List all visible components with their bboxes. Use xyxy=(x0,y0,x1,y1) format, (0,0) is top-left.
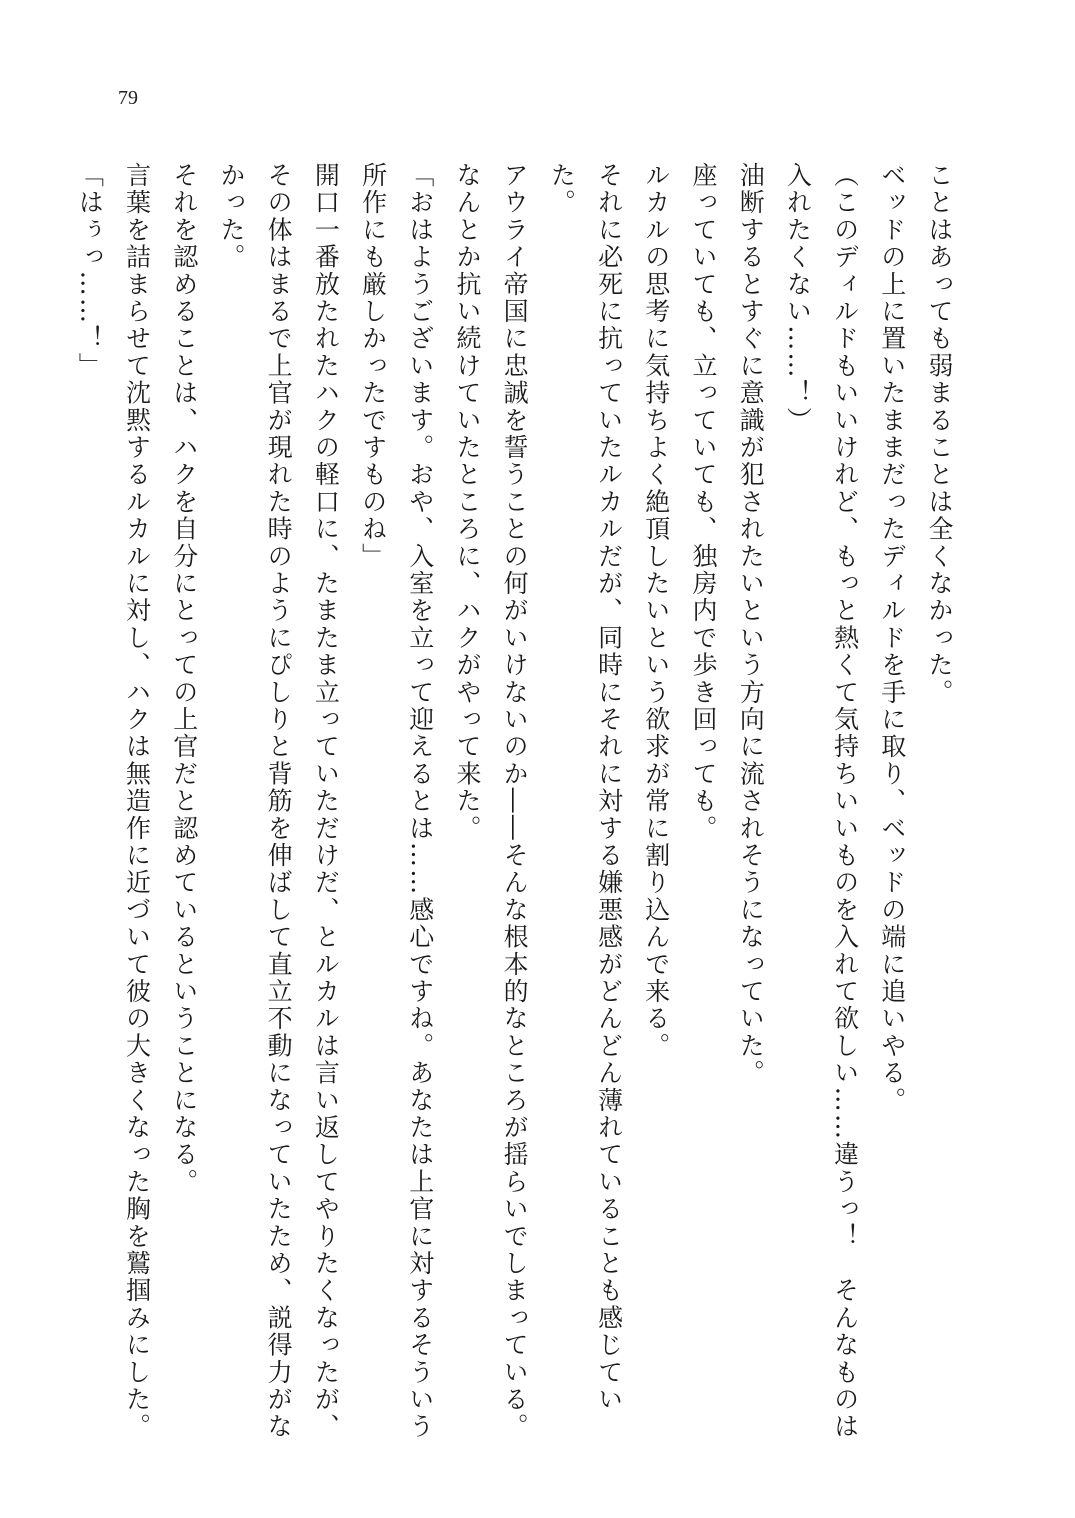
dialogue: 「はぅっ……！」 xyxy=(75,162,105,380)
dialogue: 「おはようございます。おや、入室を立って迎えるとは……感心ですね。あなたは上官に対するそういう所作にも厳しかったですものね」 xyxy=(358,162,435,1441)
paragraph: （このディルドもいいけれど、もっと熱くて気持ちいいものを入れて欲しい……違うっ！ そんなものは入れたくない……！） xyxy=(783,162,860,1441)
paragraph: ルカルの思考に気持ちよく絶頂したいという欲求が常に割り込んで来る。 xyxy=(641,162,671,1060)
paragraph: 開口一番放たれたハクの軽口に、たまたま立っていただけだ、とルカルは言い返してやりたくなったが、その体はまるで上官が現れた時のようにぴしりと背筋を伸ばして直立不動になっていたため、説得力がなかった。 xyxy=(216,162,341,1441)
paragraph: それに必死に抗っていたルカルだが、同時にそれに対する嫌悪感がどんどん薄れていることも感じていた。 xyxy=(547,162,624,1414)
paragraph: 座っていても、立っていても、独房内で歩き回っても。 xyxy=(688,162,718,842)
paragraph: なんとか抗い続けていたところに、ハクがやって来た。 xyxy=(452,162,482,842)
paragraph: 言葉を詰まらせて沈黙するルカルに対し、ハクは無造作に近づいて彼の大きくなった胸を鷲掴みにした。 xyxy=(122,162,152,1441)
paragraph: ことはあっても弱まることは全くなかった。 xyxy=(925,162,954,706)
vertical-text-body xyxy=(66,162,963,1467)
paragraph: それを認めることは、ハクを自分にとっての上官だと認めているということになる。 xyxy=(169,162,199,1196)
paragraph: ベッドの上に置いたままだったディルドを手に取り、ベッドの端に追いやる。 xyxy=(877,162,907,1114)
paragraph: 油断するとすぐに意識が犯されたいという方向に流されそうになっていた。 xyxy=(736,162,766,1087)
paragraph: アウライ帝国に忠誠を誓うことの何がいけないのか――そんな根本的なところが揺らいでしまっている。 xyxy=(500,162,530,1441)
page-number: 79 xyxy=(118,87,138,109)
